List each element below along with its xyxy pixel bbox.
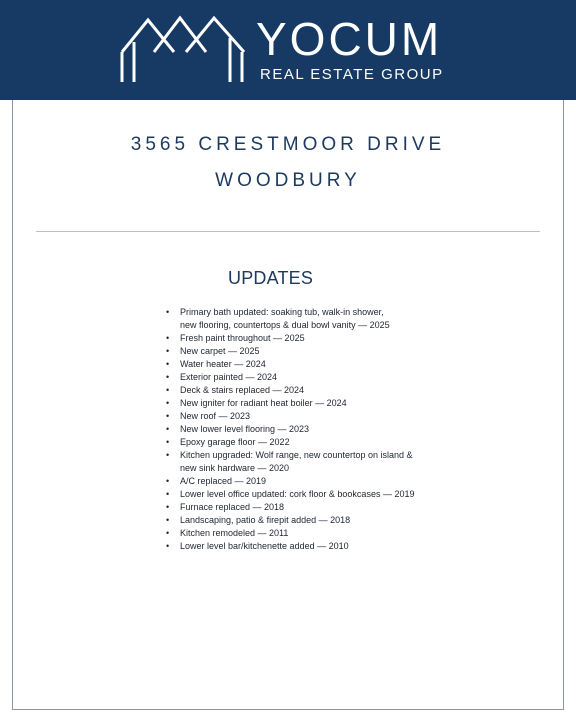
bullet-icon: • <box>166 528 170 538</box>
property-city: WOODBURY <box>215 170 361 191</box>
list-item <box>166 384 436 397</box>
brand-header <box>0 0 576 100</box>
bullet-icon: • <box>166 515 170 525</box>
list-item-text: New lower level flooring — 2023 <box>180 424 310 434</box>
list-item <box>166 358 436 371</box>
bullet-icon: • <box>166 541 170 551</box>
bullet-icon: • <box>166 411 170 421</box>
list-item <box>166 397 436 410</box>
bullet-icon: • <box>166 476 170 486</box>
list-item-text: Kitchen upgraded: Wolf range, new countertop on island & <box>180 450 413 460</box>
bullet-icon: • <box>166 307 170 317</box>
bullet-icon: • <box>166 502 170 512</box>
list-item <box>166 332 436 345</box>
list-item <box>166 527 436 540</box>
list-item-text: Furnace replaced — 2018 <box>180 502 285 512</box>
list-item-text: Landscaping, patio & firepit added — 2018 <box>180 515 351 525</box>
list-item-text: Kitchen remodeled — 2011 <box>180 528 289 538</box>
list-item-text: A/C replaced — 2019 <box>180 476 267 486</box>
list-item <box>166 306 436 332</box>
list-item <box>166 423 436 436</box>
list-item-text: New roof — 2023 <box>180 411 251 421</box>
list-item-text: new flooring, countertops & dual bowl vanity — 2025 <box>180 320 390 330</box>
list-item <box>166 410 436 423</box>
list-item-text: new sink hardware — 2020 <box>180 463 290 473</box>
list-item-text: Deck & stairs replaced — 2024 <box>180 385 305 395</box>
divider <box>36 231 540 232</box>
list-item-text: Fresh paint throughout — 2025 <box>180 333 305 343</box>
bullet-icon: • <box>166 346 170 356</box>
bullet-icon: • <box>166 424 170 434</box>
houses-outline-icon <box>120 12 248 84</box>
brand-subtitle: REAL ESTATE GROUP <box>260 66 444 83</box>
list-item <box>166 488 436 501</box>
list-item-text: New igniter for radiant heat boiler — 2024 <box>180 398 347 408</box>
list-item-text: New carpet — 2025 <box>180 346 260 356</box>
brand-name: YOCUM <box>256 13 443 65</box>
list-item <box>166 449 436 475</box>
list-item <box>166 345 436 358</box>
bullet-icon: • <box>166 398 170 408</box>
updates-heading: UPDATES <box>228 268 314 288</box>
list-item-text: Water heater — 2024 <box>180 359 266 369</box>
list-item-text: Lower level bar/kitchenette added — 2010 <box>180 541 349 551</box>
bullet-icon: • <box>166 489 170 499</box>
bullet-icon: • <box>166 437 170 447</box>
list-item-text: Exterior painted — 2024 <box>180 372 278 382</box>
list-item <box>166 475 436 488</box>
list-item <box>166 540 436 553</box>
bullet-icon: • <box>166 372 170 382</box>
list-item <box>166 514 436 527</box>
bullet-icon: • <box>166 333 170 343</box>
list-item <box>166 501 436 514</box>
property-address: 3565 CRESTMOOR DRIVE <box>130 134 446 155</box>
list-item <box>166 371 436 384</box>
updates-list <box>166 306 436 553</box>
bullet-icon: • <box>166 359 170 369</box>
bullet-icon: • <box>166 385 170 395</box>
list-item <box>166 436 436 449</box>
list-item-text: Lower level office updated: cork floor & bookcases — 2019 <box>180 489 415 499</box>
list-item-text: Primary bath updated: soaking tub, walk-in shower, <box>180 307 384 317</box>
bullet-icon: • <box>166 450 170 460</box>
list-item-text: Epoxy garage floor — 2022 <box>180 437 290 447</box>
